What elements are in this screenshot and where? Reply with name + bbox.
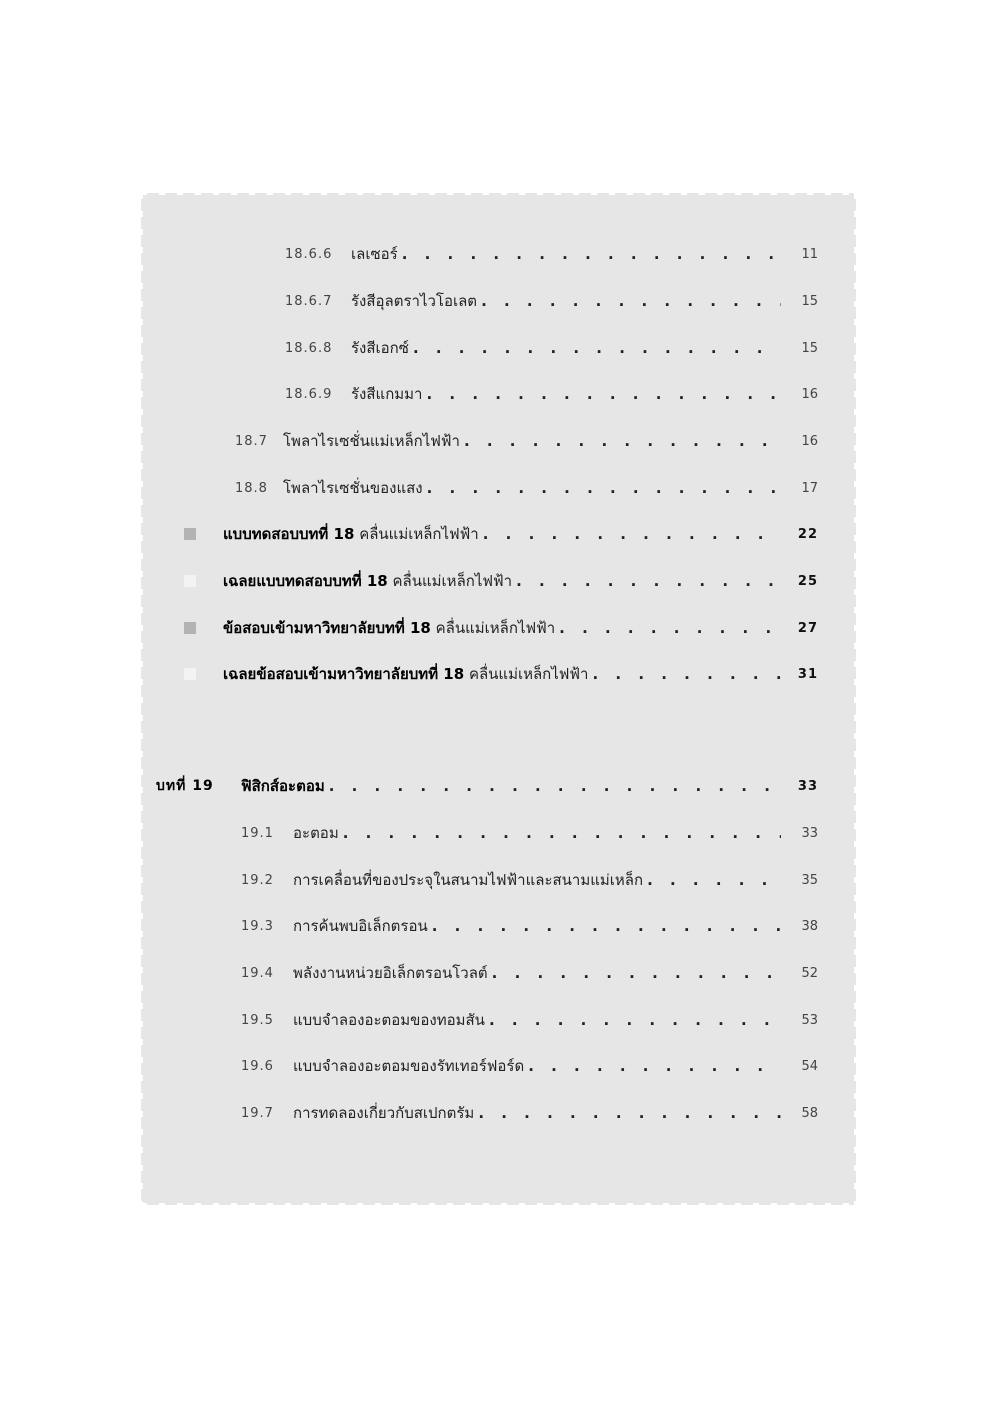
- entry-title: เลเซอร์ . . .: [351, 242, 781, 266]
- entry-page: 11: [801, 246, 818, 262]
- bullet-square: [184, 575, 196, 587]
- entry-page: 31: [797, 666, 818, 682]
- entry-title: โพลาไรเซชั่นของแสง . . .: [283, 476, 781, 500]
- bullet-square: [184, 528, 196, 540]
- entry-title: รังสีแกมมา . . .: [351, 382, 781, 406]
- entry-page: 15: [801, 293, 818, 309]
- entry-page: 58: [801, 1105, 818, 1121]
- toc-entry[interactable]: [141, 290, 856, 312]
- entry-title: การทดลองเกี่ยวกับสเปกตรัม . . .: [293, 1101, 781, 1125]
- entry-title: แบบทดสอบบทที่ 18 คลื่นแม่เหล็กไฟฟ้า . . .: [223, 522, 781, 546]
- entry-number: 19.6: [241, 1058, 274, 1074]
- entry-number: 19.4: [241, 965, 274, 981]
- entry-number: 18.6.8: [285, 340, 333, 356]
- entry-title: ข้อสอบเข้ามหาวิทยาลัยบทที่ 18 คลื่นแม่เหล็กไฟฟ้า . . .: [223, 616, 781, 640]
- entry-page: 54: [801, 1058, 818, 1074]
- entry-page: 53: [801, 1012, 818, 1028]
- entry-title: โพลาไรเซชั่นแม่เหล็กไฟฟ้า . . .: [283, 429, 781, 453]
- toc-entry[interactable]: [141, 243, 856, 265]
- entry-page: 16: [801, 386, 818, 402]
- toc-entry[interactable]: [141, 869, 856, 891]
- toc-entry[interactable]: [141, 822, 856, 844]
- entry-page: 16: [801, 433, 818, 449]
- entry-title: พลังงานหน่วยอิเล็กตรอนโวลต์ . . .: [293, 961, 781, 985]
- toc-entry[interactable]: [141, 915, 856, 937]
- toc-entry-exam[interactable]: [141, 523, 856, 545]
- entry-page: 38: [801, 918, 818, 934]
- chapter-page: 33: [797, 778, 818, 794]
- toc-entry[interactable]: [141, 962, 856, 984]
- toc-panel: [141, 193, 856, 1205]
- toc-entry[interactable]: [141, 1009, 856, 1031]
- toc-entry-exam[interactable]: [141, 570, 856, 592]
- entry-number: 18.8: [235, 480, 268, 496]
- chapter-title: ฟิสิกส์อะตอม . . .: [241, 774, 781, 798]
- entry-number: 18.6.6: [285, 246, 333, 262]
- entry-title: รังสีเอกซ์ . . .: [351, 336, 781, 360]
- entry-page: 27: [797, 620, 818, 636]
- entry-title: รังสีอุลตราไวโอเลต . . .: [351, 289, 781, 313]
- toc-entry[interactable]: [141, 1102, 856, 1124]
- entry-title: เฉลยแบบทดสอบบทที่ 18 คลื่นแม่เหล็กไฟฟ้า . . .: [223, 569, 781, 593]
- entry-number: 18.6.7: [285, 293, 333, 309]
- entry-number: 18.7: [235, 433, 268, 449]
- toc-entry[interactable]: [141, 337, 856, 359]
- bullet-square: [184, 668, 196, 680]
- entry-title: แบบจำลองอะตอมของรัทเทอร์ฟอร์ด . . .: [293, 1054, 781, 1078]
- entry-number: 19.3: [241, 918, 274, 934]
- toc-entry[interactable]: [141, 1055, 856, 1077]
- entry-page: 33: [801, 825, 818, 841]
- entry-title: อะตอม . . .: [293, 821, 781, 845]
- entry-page: 15: [801, 340, 818, 356]
- entry-title: การเคลื่อนที่ของประจุในสนามไฟฟ้าและสนามแม่เหล็ก . . .: [293, 868, 781, 892]
- entry-number: 19.5: [241, 1012, 274, 1028]
- toc-entry-exam[interactable]: [141, 617, 856, 639]
- entry-title: แบบจำลองอะตอมของทอมสัน . . .: [293, 1008, 781, 1032]
- entry-title: การค้นพบอิเล็กตรอน . . .: [293, 914, 781, 938]
- toc-entry-exam[interactable]: [141, 663, 856, 685]
- entry-page: 25: [797, 573, 818, 589]
- entry-number: 19.2: [241, 872, 274, 888]
- entry-page: 52: [801, 965, 818, 981]
- panel-edge-top: [141, 193, 856, 195]
- toc-entry[interactable]: [141, 383, 856, 405]
- entry-number: 18.6.9: [285, 386, 333, 402]
- toc-chapter[interactable]: [141, 775, 856, 797]
- panel-edge-bottom: [141, 1203, 856, 1205]
- chapter-label: บทที่ 19: [156, 778, 214, 794]
- toc-entry[interactable]: [141, 430, 856, 452]
- entry-page: 17: [801, 480, 818, 496]
- entry-number: 19.7: [241, 1105, 274, 1121]
- entry-page: 35: [801, 872, 818, 888]
- entry-page: 22: [797, 526, 818, 542]
- toc-entry[interactable]: [141, 477, 856, 499]
- entry-title: เฉลยข้อสอบเข้ามหาวิทยาลัยบทที่ 18 คลื่นแม่เหล็กไฟฟ้า . . .: [223, 662, 781, 686]
- entry-number: 19.1: [241, 825, 274, 841]
- bullet-square: [184, 622, 196, 634]
